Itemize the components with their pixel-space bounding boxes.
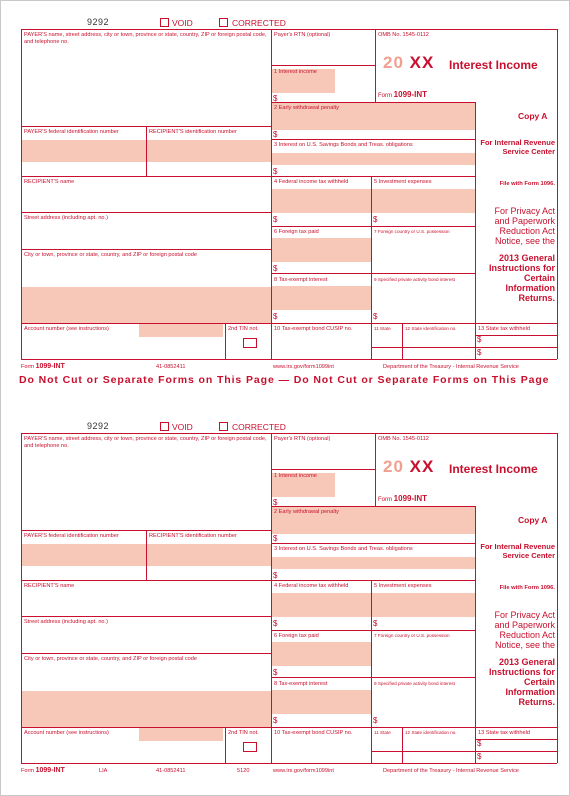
box-6-label: 6 Foreign tax paid (274, 229, 319, 235)
box-12-label: 12 State identification no. (405, 730, 457, 735)
box-10-label: 10 Tax-exempt bond CUSIP no. (274, 730, 353, 736)
box-6-dollar: $ (273, 264, 278, 273)
box-10-label: 10 Tax-exempt bond CUSIP no. (274, 326, 353, 332)
form-1099-int-top (1, 1, 570, 370)
payer-name-label: PAYER'S name, street address, city or town, province or state, country, ZIP or foreign postal code, and telephone no. (24, 32, 267, 45)
cut-line-warning: Do Not Cut or Separate Forms on This Page — Do Not Cut or Separate Forms on This Page (19, 374, 550, 386)
footer-cat-no: 41-0852411 (156, 768, 186, 774)
street-label: Street address (including apt. no.) (24, 215, 108, 221)
box-7-label: 7 Foreign country or U.S. possession (374, 229, 450, 234)
tin-label: 2nd TIN not. (228, 730, 259, 736)
street-label: Street address (including apt. no.) (24, 619, 108, 625)
city-label: City or town, province or state, country, and ZIP or foreign postal code (24, 656, 197, 662)
box-9-dollar: $ (373, 716, 378, 725)
box-1-label: 1 Interest income (274, 473, 317, 479)
box-9-label: 9 Specified private activity bond interest (374, 681, 455, 686)
tin-label: 2nd TIN not. (228, 326, 259, 332)
privacy-act: For Privacy Act and Paperwork Reduction Act Notice, see the (494, 206, 555, 246)
file-with: File with Form 1096. (499, 585, 555, 591)
void-label: VOID (172, 422, 193, 432)
footer-dept: Department of the Treasury - Internal Revenue Service (383, 768, 519, 774)
box-8-label: 8 Tax-exempt interest (274, 681, 328, 687)
box-8-dollar: $ (273, 716, 278, 725)
form-number: 9292 (87, 421, 110, 431)
box-8-label: 8 Tax-exempt interest (274, 277, 328, 283)
recipient-name-label: RECIPIENT'S name (24, 179, 75, 185)
for-irs: For Internal Revenue Service Center (480, 138, 555, 156)
void-label: VOID (172, 18, 193, 28)
footer-form: Form 1099-INT (21, 767, 65, 774)
payer-rtn-label: Payer's RTN (optional) (274, 436, 331, 442)
box-3-dollar: $ (273, 167, 278, 176)
box-2-label: 2 Early withdrawal penalty (274, 509, 339, 515)
footer-website: www.irs.gov/form1099int (273, 364, 334, 370)
box-5-label: 5 Investment expenses (374, 179, 432, 185)
copy-a: Copy A (518, 111, 548, 121)
box-3-dollar: $ (273, 571, 278, 580)
instructions: 2013 General Instructions for Certain Information Returns. (488, 253, 555, 303)
corrected-label: CORRECTED (232, 18, 286, 28)
form-name-label: Form 1099-INT (378, 494, 428, 503)
box-13-dollar-1: $ (477, 335, 482, 344)
box-4-dollar: $ (273, 619, 278, 628)
account-label: Account number (see instructions) (24, 730, 109, 736)
omb-label: OMB No. 1545-0112 (378, 32, 429, 38)
box-6-dollar: $ (273, 668, 278, 677)
payer-name-label: PAYER'S name, street address, city or town, province or state, country, ZIP or foreign postal code, and telephone no. (24, 436, 267, 449)
void-checkbox[interactable] (160, 422, 169, 431)
copy-a: Copy A (518, 515, 548, 525)
payer-rtn-label: Payer's RTN (optional) (274, 32, 331, 38)
privacy-act: For Privacy Act and Paperwork Reduction Act Notice, see the (494, 610, 555, 650)
form-name-label: Form 1099-INT (378, 90, 428, 99)
recipient-id-label: RECIPIENT'S identification number (149, 533, 237, 539)
box-13-dollar-1: $ (477, 739, 482, 748)
tax-year: 20 XX (383, 457, 435, 476)
form-1099-int-bottom (1, 405, 570, 774)
payer-fed-id-label: PAYER'S federal identification number (24, 129, 119, 135)
payer-fed-id-label: PAYER'S federal identification number (24, 533, 119, 539)
box-13-dollar-2: $ (477, 348, 482, 357)
box-13-label: 13 State tax withheld (478, 730, 530, 736)
footer-code: 5120 (237, 768, 250, 774)
corrected-checkbox[interactable] (219, 422, 228, 431)
box-1-label: 1 Interest income (274, 69, 317, 75)
footer-form: Form 1099-INT (21, 363, 65, 370)
box-4-dollar: $ (273, 215, 278, 224)
recipient-name-label: RECIPIENT'S name (24, 583, 75, 589)
box-1-dollar: $ (273, 94, 278, 103)
box-5-dollar: $ (373, 619, 378, 628)
box-5-label: 5 Investment expenses (374, 583, 432, 589)
instructions: 2013 General Instructions for Certain Information Returns. (488, 657, 555, 707)
box-11-label: 11 State (374, 326, 391, 331)
corrected-checkbox[interactable] (219, 18, 228, 27)
box-12-label: 12 State identification no. (405, 326, 457, 331)
form-number: 9292 (87, 17, 110, 27)
omb-label: OMB No. 1545-0112 (378, 436, 429, 442)
file-with: File with Form 1096. (499, 181, 555, 187)
box-7-label: 7 Foreign country or U.S. possession (374, 633, 450, 638)
box-2-dollar: $ (273, 130, 278, 139)
city-label: City or town, province or state, country, and ZIP or foreign postal code (24, 252, 197, 258)
tax-year: 20 XX (383, 53, 435, 72)
form-title: Interest Income (449, 58, 538, 72)
for-irs: For Internal Revenue Service Center (480, 542, 555, 560)
footer-dept: Department of the Treasury - Internal Revenue Service (383, 364, 519, 370)
box-4-label: 4 Federal income tax withheld (274, 583, 349, 589)
box-6-label: 6 Foreign tax paid (274, 633, 319, 639)
recipient-id-label: RECIPIENT'S identification number (149, 129, 237, 135)
box-4-label: 4 Federal income tax withheld (274, 179, 349, 185)
box-9-label: 9 Specified private activity bond interest (374, 277, 455, 282)
box-11-label: 11 State (374, 730, 391, 735)
box-8-dollar: $ (273, 312, 278, 321)
account-label: Account number (see instructions) (24, 326, 109, 332)
box-9-dollar: $ (373, 312, 378, 321)
box-13-dollar-2: $ (477, 752, 482, 761)
void-checkbox[interactable] (160, 18, 169, 27)
form-title: Interest Income (449, 462, 538, 476)
footer-lia: LIA (99, 768, 108, 774)
footer-website: www.irs.gov/form1099int (273, 768, 334, 774)
corrected-label: CORRECTED (232, 422, 286, 432)
tin-checkbox[interactable] (243, 742, 257, 752)
box-2-label: 2 Early withdrawal penalty (274, 105, 339, 111)
box-13-label: 13 State tax withheld (478, 326, 530, 332)
box-2-dollar: $ (273, 534, 278, 543)
footer-cat-no: 41-0852411 (156, 364, 186, 370)
box-1-dollar: $ (273, 498, 278, 507)
box-3-label: 3 Interest on U.S. Savings Bonds and Treas. obligations (274, 546, 413, 552)
box-3-label: 3 Interest on U.S. Savings Bonds and Treas. obligations (274, 142, 413, 148)
box-5-dollar: $ (373, 215, 378, 224)
tin-checkbox[interactable] (243, 338, 257, 348)
